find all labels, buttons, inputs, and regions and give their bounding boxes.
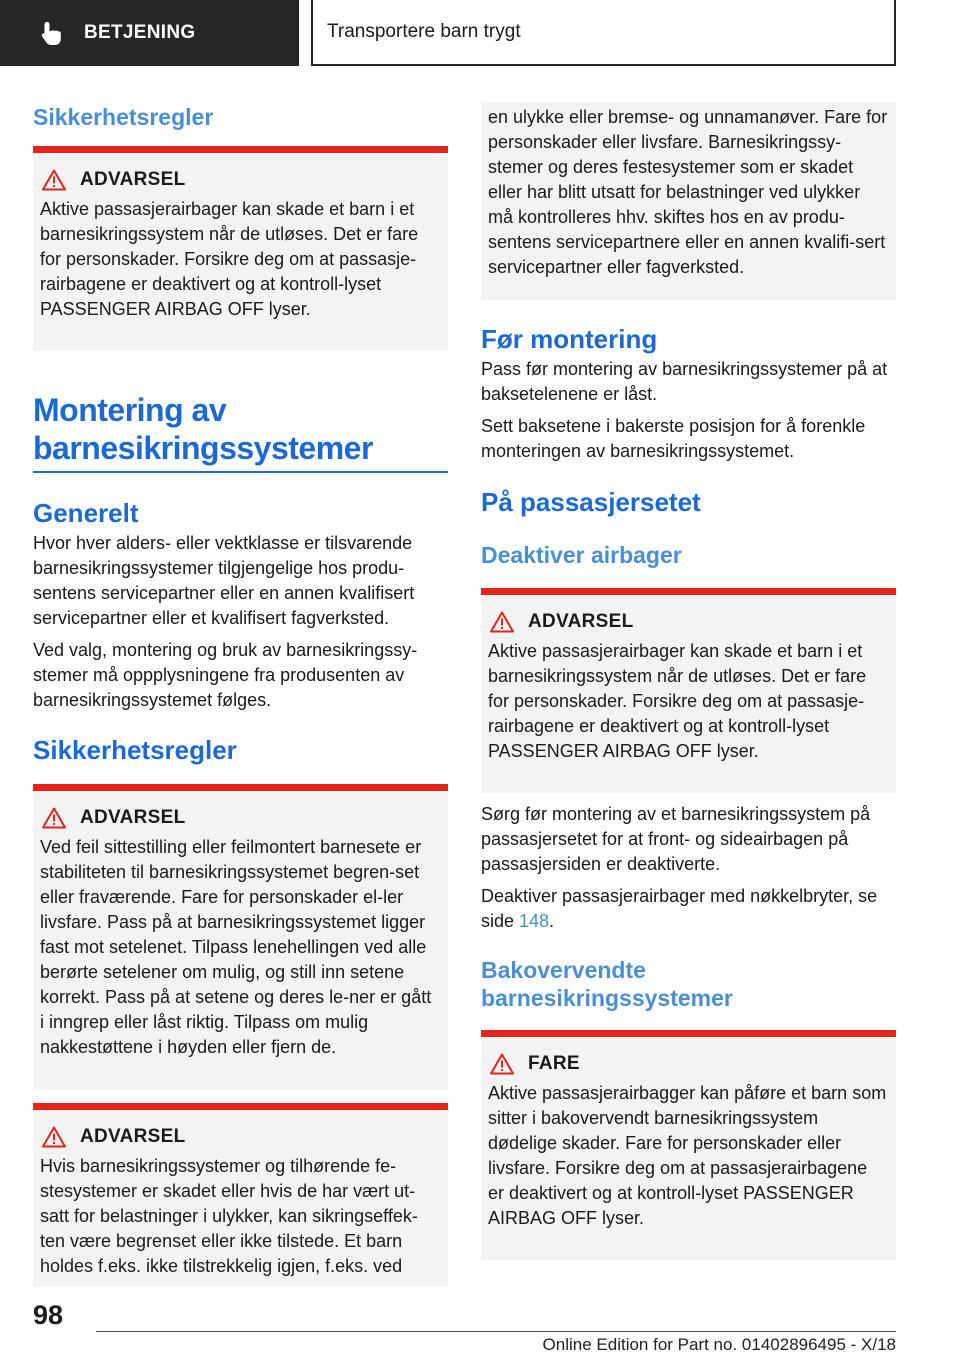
warning-title: ADVARSEL bbox=[80, 1126, 186, 1147]
warning-text: en ulykke eller bremse- og unnamanøver. Fare for personskader eller livsfare. Barnesikringssy-stemer og deres festesystemer som er skadet eller har blitt utsatt for belastninger ved ulykker må kontrolleres hhv. skiftes hos en av produ-sentens servicepartnere eller en annen kvalifi-sert servicepartner eller fagverksted. bbox=[488, 107, 888, 277]
warning-box-continued bbox=[481, 102, 896, 300]
warning-box bbox=[33, 146, 448, 351]
warning-title: ADVARSEL bbox=[528, 611, 634, 632]
warning-triangle-icon bbox=[490, 611, 514, 633]
warning-header bbox=[490, 611, 888, 633]
paragraph-before-2: Sett baksetene i bakerste posisjon for å forenkle monteringen av barnesikringssystemet. bbox=[481, 416, 866, 461]
footer-rule bbox=[96, 1331, 896, 1332]
heading-safety-rules: Sikkerhetsregler bbox=[33, 104, 214, 130]
warning-box bbox=[33, 1103, 448, 1287]
heading-underline bbox=[33, 471, 448, 473]
warning-text: Hvis barnesikringssystemer og tilhørende fe-stesystemer er skadet eller hvis de har vært ut-satt for belastninger i ulykker, kan sikringseffek-ten være begrenset eller ikke tilstede. Et barn holdes f.eks. ikke tilstrekkelig igjen, f.eks. ved bbox=[40, 1156, 418, 1276]
warning-header bbox=[42, 1126, 440, 1148]
paragraph-ensure: Sørg før montering av et barnesikringssystem på passasjersetet for at front- og sideairbagen på passasjersiden er deaktiverte. bbox=[481, 804, 871, 874]
heading-general: Generelt bbox=[33, 498, 139, 528]
warning-triangle-icon bbox=[42, 169, 66, 191]
warning-header bbox=[42, 169, 440, 191]
footer-edition: Online Edition for Part no. 01402896495 - X/18 bbox=[542, 1335, 896, 1354]
warning-text: Aktive passasjerairbager kan skade et barn i et barnesikringssystem når de utløses. Det er fare for personskader. Forsikre deg om at passasje-rairbagene er deaktivert og at kontroll-lyset PASSENGER AIRBAG OFF lyser. bbox=[40, 199, 419, 319]
warning-box bbox=[481, 588, 896, 793]
heading-passenger-seat: På passasjersetet bbox=[481, 487, 701, 517]
page-header bbox=[0, 0, 960, 66]
danger-title: FARE bbox=[528, 1053, 580, 1074]
warning-text: Ved feil sittestilling eller feilmontert barnesete er stabiliteten til barnesikringssystemet begren-set eller fraværende. Fare for personskader el-ler livsfare. Pass på at barnesikringssystemet ligger fast mot setelenet. Tilpass lenehellingen ved alle berørte setelener om mulig, og still inn setene korrekt. Pass på at setene og deres le-ner er gått i inngrep eller låst riktig. Tilpass om mulig nakkestøttene i høyden eller fjern de. bbox=[40, 837, 432, 1057]
warning-text: Aktive passasjerairbager kan skade et barn i et barnesikringssystem når de utløses. Det er fare for personskader. Forsikre deg om at passasje-rairbagene er deaktivert og at kontroll-lyset PASSENGER AIRBAG OFF lyser. bbox=[488, 641, 867, 761]
paragraph-before-1: Pass før montering av barnesikringssystemer på at baksetelenene er låst. bbox=[481, 359, 888, 404]
page-number: 98 bbox=[33, 1300, 64, 1330]
heading-deactivate-airbags: Deaktiver airbager bbox=[481, 542, 682, 568]
warning-title: ADVARSEL bbox=[80, 807, 186, 828]
warning-header bbox=[490, 1053, 888, 1075]
warning-triangle-icon bbox=[42, 1126, 66, 1148]
danger-box bbox=[481, 1030, 896, 1260]
paragraph-deactivate: Deaktiver passasjerairbager med nøkkelbryter, se side 148. bbox=[481, 886, 878, 931]
hand-pointer-icon bbox=[38, 19, 66, 47]
paragraph-general-2: Ved valg, montering og bruk av barnesikringssy-stemer må oppplysningene fra produsenten av barnesikringssystemet følges. bbox=[33, 640, 418, 710]
right-column bbox=[481, 102, 896, 1260]
page-reference-link[interactable]: 148 bbox=[519, 911, 550, 931]
heading-before-mounting: Før montering bbox=[481, 324, 658, 354]
section-label: BETJENING bbox=[84, 22, 196, 43]
warning-triangle-icon bbox=[42, 807, 66, 829]
heading-safety-rules-2: Sikkerhetsregler bbox=[33, 735, 237, 765]
heading-rear-facing: Bakovervendte barnesikringssystemer bbox=[481, 957, 733, 1011]
chapter-title: Transportere barn trygt bbox=[327, 21, 521, 42]
warning-header bbox=[42, 807, 440, 829]
warning-box bbox=[33, 784, 448, 1090]
left-column bbox=[33, 100, 448, 1287]
heading-mounting: Montering av barnesikringssystemer bbox=[33, 392, 373, 466]
warning-triangle-icon bbox=[490, 1053, 514, 1075]
danger-text: Aktive passasjerairbagger kan påføre et barn som sitter i bakovervendt barnesikringssystem dødelige skader. Fare for personskader eller livsfare. Forsikre deg om at passasjerairbagene er deaktivert og at kontroll-lyset PASSENGER AIRBAG OFF lyser. bbox=[488, 1083, 887, 1228]
paragraph-general-1: Hvor hver alders- eller vektklasse er tilsvarende barnesikringssystemer tilgjengelige hos produ-sentens servicepartner eller en annen kvalifisert servicepartner eller et kvalifisert fagverksted. bbox=[33, 533, 415, 628]
section-tab bbox=[0, 0, 299, 66]
chapter-header bbox=[311, 0, 896, 66]
warning-title: ADVARSEL bbox=[80, 169, 186, 190]
